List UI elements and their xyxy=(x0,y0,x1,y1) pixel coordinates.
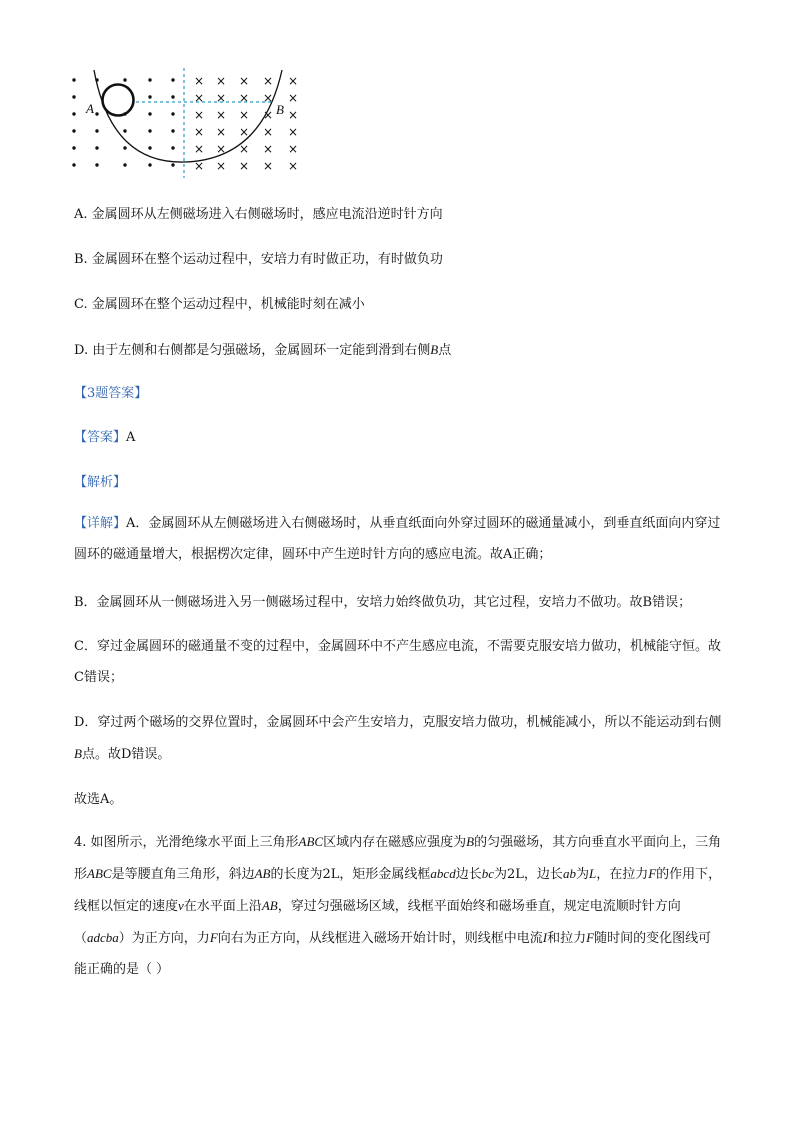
svg-text:×: × xyxy=(287,142,299,156)
svg-text:×: × xyxy=(262,125,274,139)
detail-d-point: B xyxy=(74,746,82,761)
q4-text: 的作用下，线框以恒定的速度 xyxy=(74,867,722,914)
q4-symbol: abcd xyxy=(430,866,456,881)
svg-text:×: × xyxy=(262,159,274,173)
q4-text: 的匀强磁场，其方向垂直水平面向上，三角形 xyxy=(74,835,722,882)
q4-symbol: F xyxy=(586,930,595,945)
svg-text:×: × xyxy=(193,74,205,88)
q4-text: 在水平面上沿 xyxy=(183,899,262,914)
q4-symbol: AB xyxy=(254,866,271,881)
svg-text:×: × xyxy=(215,159,227,173)
q4-symbol: F xyxy=(648,866,657,881)
detail-d xyxy=(74,707,722,770)
svg-text:×: × xyxy=(215,91,227,105)
label-b: B xyxy=(276,102,284,117)
option-d-text: D. 由于左侧和右侧都是匀强磁场，金属圆环一定能到滑到右侧 xyxy=(74,343,431,358)
svg-text:×: × xyxy=(262,74,274,88)
q4-text: ，矩形金属线框 xyxy=(339,867,431,882)
conclusion: 故选A。 xyxy=(74,792,123,807)
q4-text: 的长度为 xyxy=(270,867,323,882)
q4-text: ，穿过匀强磁场区域，线框平面始终和磁场垂直，规定电流顺时针方向（ xyxy=(74,899,681,946)
magnetic-field-figure xyxy=(66,66,316,178)
answer-tag: 【答案】 xyxy=(74,430,127,445)
q4-symbol: F xyxy=(209,930,218,945)
q4-symbol: AB xyxy=(261,898,278,913)
q4-text: 是等腰直角三角形，斜边 xyxy=(111,867,255,882)
q4-symbol: ab xyxy=(562,866,576,881)
svg-text:×: × xyxy=(193,142,205,156)
q4-text: 向右为正方向，从线框进入磁场开始计时，则线框中电流 xyxy=(217,931,543,946)
q4-text: 边长 xyxy=(455,867,482,882)
svg-text:×: × xyxy=(193,125,205,139)
q4-symbol: 2L xyxy=(507,867,524,882)
answer-line xyxy=(74,428,135,448)
q4-text: 随时间的变化图线可能正确的是（ ） xyxy=(74,931,712,977)
svg-text:×: × xyxy=(215,142,227,156)
q4-symbol: B xyxy=(466,834,475,849)
q4-text: 区域内存在磁感应强度为 xyxy=(323,835,467,850)
svg-text:×: × xyxy=(238,108,250,122)
svg-text:×: × xyxy=(238,125,250,139)
metal-ring xyxy=(103,85,134,116)
detail-tag: 【详解】 xyxy=(74,516,127,531)
q4-text: ，在拉力 xyxy=(596,867,649,882)
q4-text: 和拉力 xyxy=(547,931,587,946)
q4-symbol: I xyxy=(542,930,548,945)
svg-text:×: × xyxy=(215,125,227,139)
svg-text:×: × xyxy=(238,74,250,88)
question-4 xyxy=(74,826,722,985)
option-b: B. 金属圆环在整个运动过程中，安培力有时做正功，有时做负功 xyxy=(74,252,443,267)
q4-text: 为 xyxy=(494,867,508,882)
svg-text:×: × xyxy=(262,108,274,122)
detail-c: C．穿过金属圆环的磁通量不变的过程中，金属圆环中不产生感应电流，不需要克服安培力做功，机械能守恒。故C错误； xyxy=(74,639,721,685)
detail-a-text: A．金属圆环从左侧磁场进入右侧磁场时，从垂直纸面向外穿过圆环的磁通量减小，到垂直纸面向内穿过圆环的磁通量增大，根据楞次定律，圆环中产生逆时针方向的感应电流。故A正确； xyxy=(74,516,721,562)
option-d-point: B xyxy=(430,342,439,357)
option-a: A. 金属圆环从左侧磁场进入右侧磁场时，感应电流沿逆时针方向 xyxy=(74,207,443,222)
svg-text:×: × xyxy=(238,91,250,105)
svg-text:×: × xyxy=(238,142,250,156)
q4-text: ，边长 xyxy=(523,867,563,882)
svg-text:×: × xyxy=(193,159,205,173)
svg-text:×: × xyxy=(262,91,274,105)
label-a: A xyxy=(86,101,94,116)
q4-text: 4. 如图所示，光滑绝缘水平面上三角形 xyxy=(74,835,299,850)
q4-text: 为 xyxy=(575,867,589,882)
svg-text:×: × xyxy=(287,74,299,88)
svg-text:×: × xyxy=(262,142,274,156)
svg-text:×: × xyxy=(193,91,205,105)
q3-answer-heading: 【3题答案】 xyxy=(74,386,148,401)
svg-text:×: × xyxy=(287,125,299,139)
q4-symbol: adcba xyxy=(87,930,119,945)
option-d-suffix: 点 xyxy=(438,343,452,358)
detail-d-text: D．穿过两个磁场的交界位置时，金属圆环中会产生安培力，克服安培力做功，机械能减小，所以不能运动到右侧 xyxy=(74,715,722,730)
detail-b: B．金属圆环从一侧磁场进入另一侧磁场过程中，安培力始终做负功，其它过程，安培力不做功。故B错误； xyxy=(74,595,692,610)
svg-text:×: × xyxy=(287,91,299,105)
option-c: C. 金属圆环在整个运动过程中，机械能时刻在减小 xyxy=(74,297,365,312)
svg-text:×: × xyxy=(287,108,299,122)
q4-text: ）为正方向，力 xyxy=(118,931,210,946)
svg-text:×: × xyxy=(215,108,227,122)
detail-d-suffix: 点。故D错误。 xyxy=(81,747,171,762)
option-d xyxy=(74,340,451,361)
svg-text:×: × xyxy=(287,159,299,173)
svg-text:×: × xyxy=(215,74,227,88)
q4-symbol: L xyxy=(588,866,597,881)
q4-symbol: ABC xyxy=(298,834,324,849)
q4-symbol: 2L xyxy=(322,867,340,882)
detail-a xyxy=(74,508,722,570)
answer-value: A xyxy=(126,430,136,445)
svg-text:×: × xyxy=(193,108,205,122)
q4-symbol: bc xyxy=(481,866,494,881)
q4-symbol: ABC xyxy=(87,866,112,881)
dot-field-left xyxy=(72,78,174,166)
q4-symbol: v xyxy=(178,898,184,913)
svg-text:×: × xyxy=(238,159,250,173)
analysis-heading: 【解析】 xyxy=(74,475,127,490)
